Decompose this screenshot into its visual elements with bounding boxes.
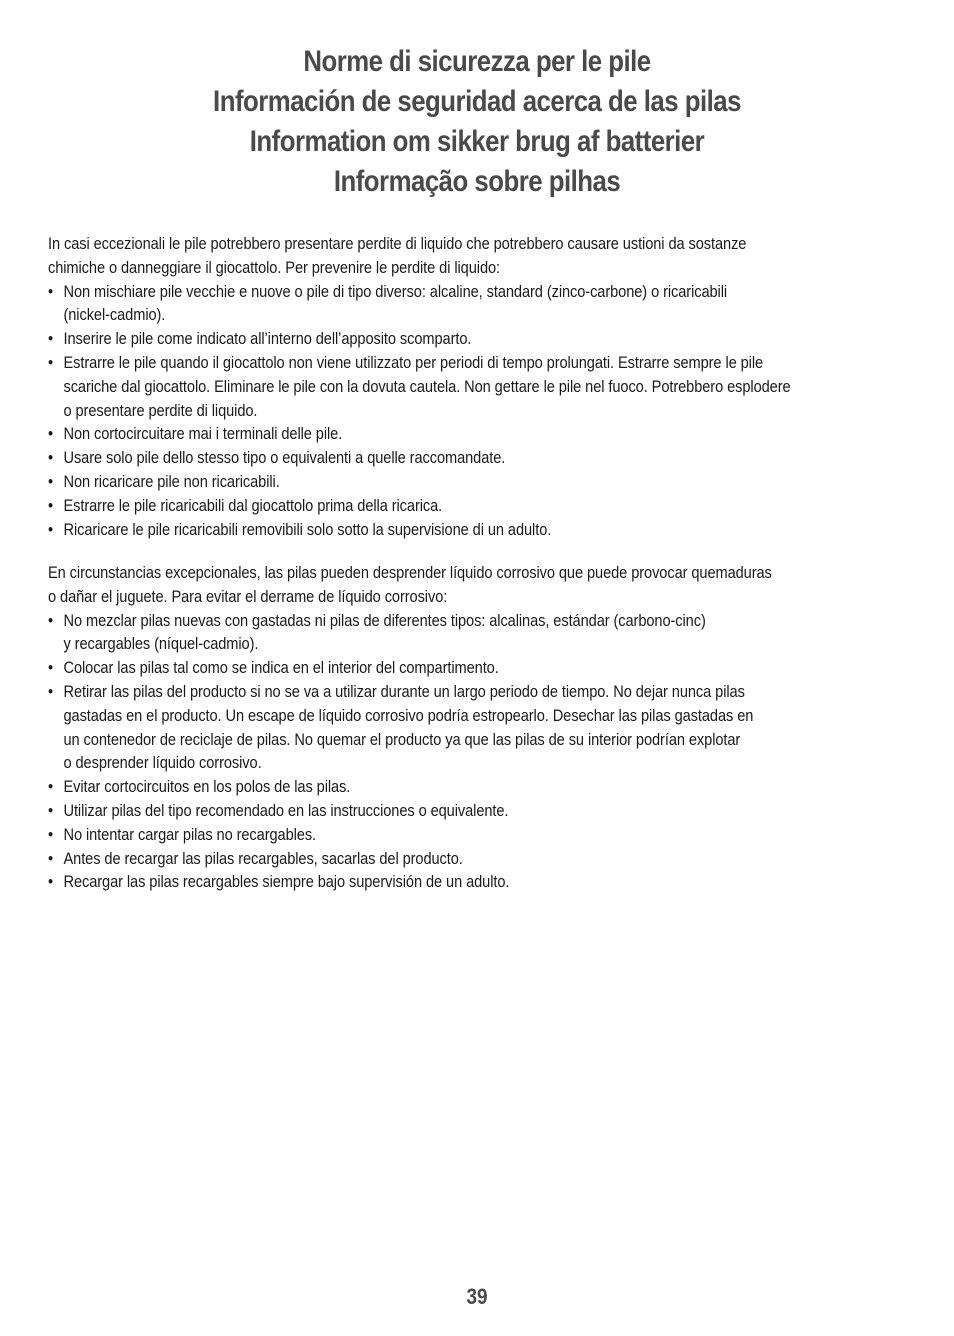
page-number: 39 <box>466 1284 488 1309</box>
bullet-marker: • <box>48 352 54 372</box>
bullet-marker: • <box>48 777 54 797</box>
italian-intro: In casi eccezionali le pile potrebbero presentare perdite di liquido che potrebbero causare ustioni da sostanze chimiche o danneggiare il giocattolo. Per prevenire le perdite di liquido: <box>48 234 747 277</box>
bullet-marker: • <box>48 824 54 844</box>
title-portuguese: Informação sobre pilhas <box>333 165 621 198</box>
list-item <box>48 422 941 446</box>
title-italian: Norme di sicurezza per le pile <box>303 45 651 78</box>
list-item-text: Usare solo pile dello stesso tipo o equivalenti a quelle raccomandate. <box>63 448 506 468</box>
title-block <box>0 42 954 202</box>
list-item <box>48 446 941 470</box>
list-item-text: Evitar cortocircuitos en los polos de las pilas. <box>63 777 351 797</box>
list-item-text: No mezclar pilas nuevas con gastadas ni pilas de diferentes tipos: alcalinas, estándar (carbono-cinc) y recargables (níquel-cadmio). <box>63 610 706 654</box>
list-item-text: Antes de recargar las pilas recargables, sacarlas del producto. <box>63 848 463 868</box>
bullet-marker: • <box>48 424 54 444</box>
bullet-marker: • <box>48 281 54 301</box>
bullet-marker: • <box>48 448 54 468</box>
bullet-marker: • <box>48 519 54 539</box>
list-item-text: Inserire le pile come indicato all’interno dell’apposito scomparto. <box>63 329 472 349</box>
list-item <box>48 609 941 657</box>
list-item-text: Estrarre le pile ricaricabili dal giocattolo prima della ricarica. <box>63 495 443 515</box>
title-danish: Information om sikker brug af batterier <box>249 125 705 158</box>
list-item <box>48 518 941 542</box>
list-item-text: Non ricaricare pile non ricaricabili. <box>63 471 280 491</box>
bullet-marker: • <box>48 848 54 868</box>
list-item <box>48 494 941 518</box>
list-item <box>48 656 941 680</box>
spanish-section <box>48 561 928 894</box>
spanish-bullet-list <box>48 609 928 895</box>
bullet-marker: • <box>48 681 54 701</box>
list-item-text: Colocar las pilas tal como se indica en el interior del compartimento. <box>63 658 499 678</box>
list-item <box>48 680 941 775</box>
list-item <box>48 351 941 422</box>
bullet-marker: • <box>48 471 54 491</box>
list-item <box>48 799 941 823</box>
italian-bullet-list <box>48 280 928 542</box>
list-item-text: Non cortocircuitare mai i terminali delle pile. <box>63 424 343 444</box>
bullet-marker: • <box>48 658 54 678</box>
italian-section <box>48 232 928 541</box>
bullet-marker: • <box>48 329 54 349</box>
list-item <box>48 327 941 351</box>
bullet-marker: • <box>48 872 54 892</box>
list-item <box>48 847 941 871</box>
list-item <box>48 775 941 799</box>
list-item <box>48 870 941 894</box>
title-spanish: Información de seguridad acerca de las pilas <box>213 85 741 118</box>
list-item-text: Estrarre le pile quando il giocattolo non viene utilizzato per periodi di tempo prolungati. Estrarre sempre le pile scariche dal giocattolo. Eliminare le pile con la dovuta cautela. Non gettare le pile nel fuoco. Potrebbero esplodere o presentare perdite di liquido. <box>63 352 791 420</box>
list-item-text: No intentar cargar pilas no recargables. <box>63 824 317 844</box>
bullet-marker: • <box>48 610 54 630</box>
bullet-marker: • <box>48 800 54 820</box>
bullet-marker: • <box>48 495 54 515</box>
list-item-text: Retirar las pilas del producto si no se va a utilizar durante un largo periodo de tiempo. No dejar nunca pilas gastadas en el producto. Un escape de líquido corrosivo podría estropearlo. Desechar las pilas gastadas en un contenedor de reciclaje de pilas. No quemar el producto ya que las pilas de su interior podrían explotar o desprender líquido corrosivo. <box>63 681 754 773</box>
list-item-text: Utilizar pilas del tipo recomendado en las instrucciones o equivalente. <box>63 800 509 820</box>
list-item-text: Recargar las pilas recargables siempre bajo supervisión de un adulto. <box>63 872 510 892</box>
list-item-text: Non mischiare pile vecchie e nuove o pile di tipo diverso: alcaline, standard (zinco-carbone) o ricaricabili (nickel-cadmio). <box>63 281 728 325</box>
list-item <box>48 280 941 328</box>
spanish-intro: En circunstancias excepcionales, las pilas pueden desprender líquido corrosivo que puede provocar quemaduras o dañar el juguete. Para evitar el derrame de líquido corrosivo: <box>48 563 772 606</box>
list-item <box>48 823 941 847</box>
list-item-text: Ricaricare le pile ricaricabili removibili solo sotto la supervisione di un adulto. <box>63 519 552 539</box>
list-item <box>48 470 941 494</box>
